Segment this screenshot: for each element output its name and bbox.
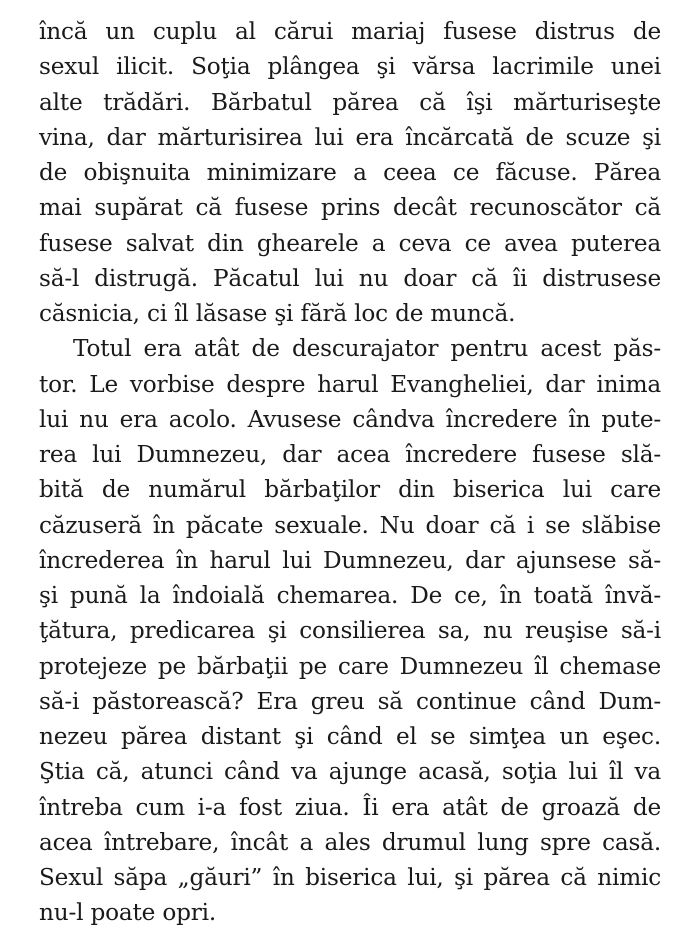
paragraph (39, 331, 661, 930)
text-line: încrederea în harul lui Dumnezeu, dar ajunsese să- (39, 546, 661, 574)
paragraph (39, 14, 661, 331)
text-line: fusese salvat din ghearele a ceva ce avea puterea (39, 229, 661, 257)
text-line: tor. Le vorbise despre harul Evangheliei, dar inima (39, 370, 661, 398)
text-line: să-l distrugă. Păcatul lui nu doar că îi distrusese (39, 264, 661, 292)
text-line: rea lui Dumnezeu, dar acea încredere fusese slă- (39, 441, 661, 468)
text-line: lui nu era acolo. Avusese cândva încredere în pute- (39, 405, 661, 433)
text-line: Ştia că, atunci când va ajunge acasă, soţia lui îl va (39, 758, 661, 786)
text-line: acea întrebare, încât a ales drumul lung spre casă. (39, 828, 661, 856)
text-line: sexul ilicit. Soţia plângea şi vărsa lacrimile unei (39, 53, 661, 81)
text-line: alte trădări. Bărbatul părea că îşi mărturiseşte (39, 88, 661, 116)
text-line: nu-l poate opri. (39, 899, 217, 927)
text-line: Sexul săpa „găuri” în biserica lui, şi părea că nimic (39, 864, 661, 891)
text-line: vina, dar mărturisirea lui era încărcată de scuze şi (39, 123, 661, 151)
text-line: bită de numărul bărbaţilor din biserica lui care (39, 476, 661, 504)
text-line: Totul era atât de descurajator pentru acest păs- (73, 335, 661, 363)
text-line: mai supărat că fusese prins decât recunoscător că (39, 194, 661, 222)
text-line: încă un cuplu al cărui mariaj fusese distrus de (39, 18, 661, 45)
text-line: şi pună la îndoială chemarea. De ce, în toată învă- (39, 582, 661, 609)
text-line: întreba cum i-a fost ziua. Îi era atât de groază de (39, 793, 661, 821)
text-line: protejeze pe bărbaţii pe care Dumnezeu îl chemase (39, 652, 661, 680)
text-line: căzuseră în păcate sexuale. Nu doar că i se slăbise (39, 511, 661, 539)
text-line: să-i păstorească? Era greu să continue când Dum- (39, 687, 661, 715)
text-line: ţătura, predicarea şi consilierea sa, nu reuşise să-i (39, 617, 661, 645)
text-line: nezeu părea distant şi când el se simţea un eşec. (39, 723, 661, 750)
book-page (39, 14, 661, 931)
text-line: căsnicia, ci îl lăsase şi fără loc de muncă. (39, 300, 516, 327)
text-line: de obişnuita minimizare a ceea ce făcuse. Părea (39, 159, 661, 186)
